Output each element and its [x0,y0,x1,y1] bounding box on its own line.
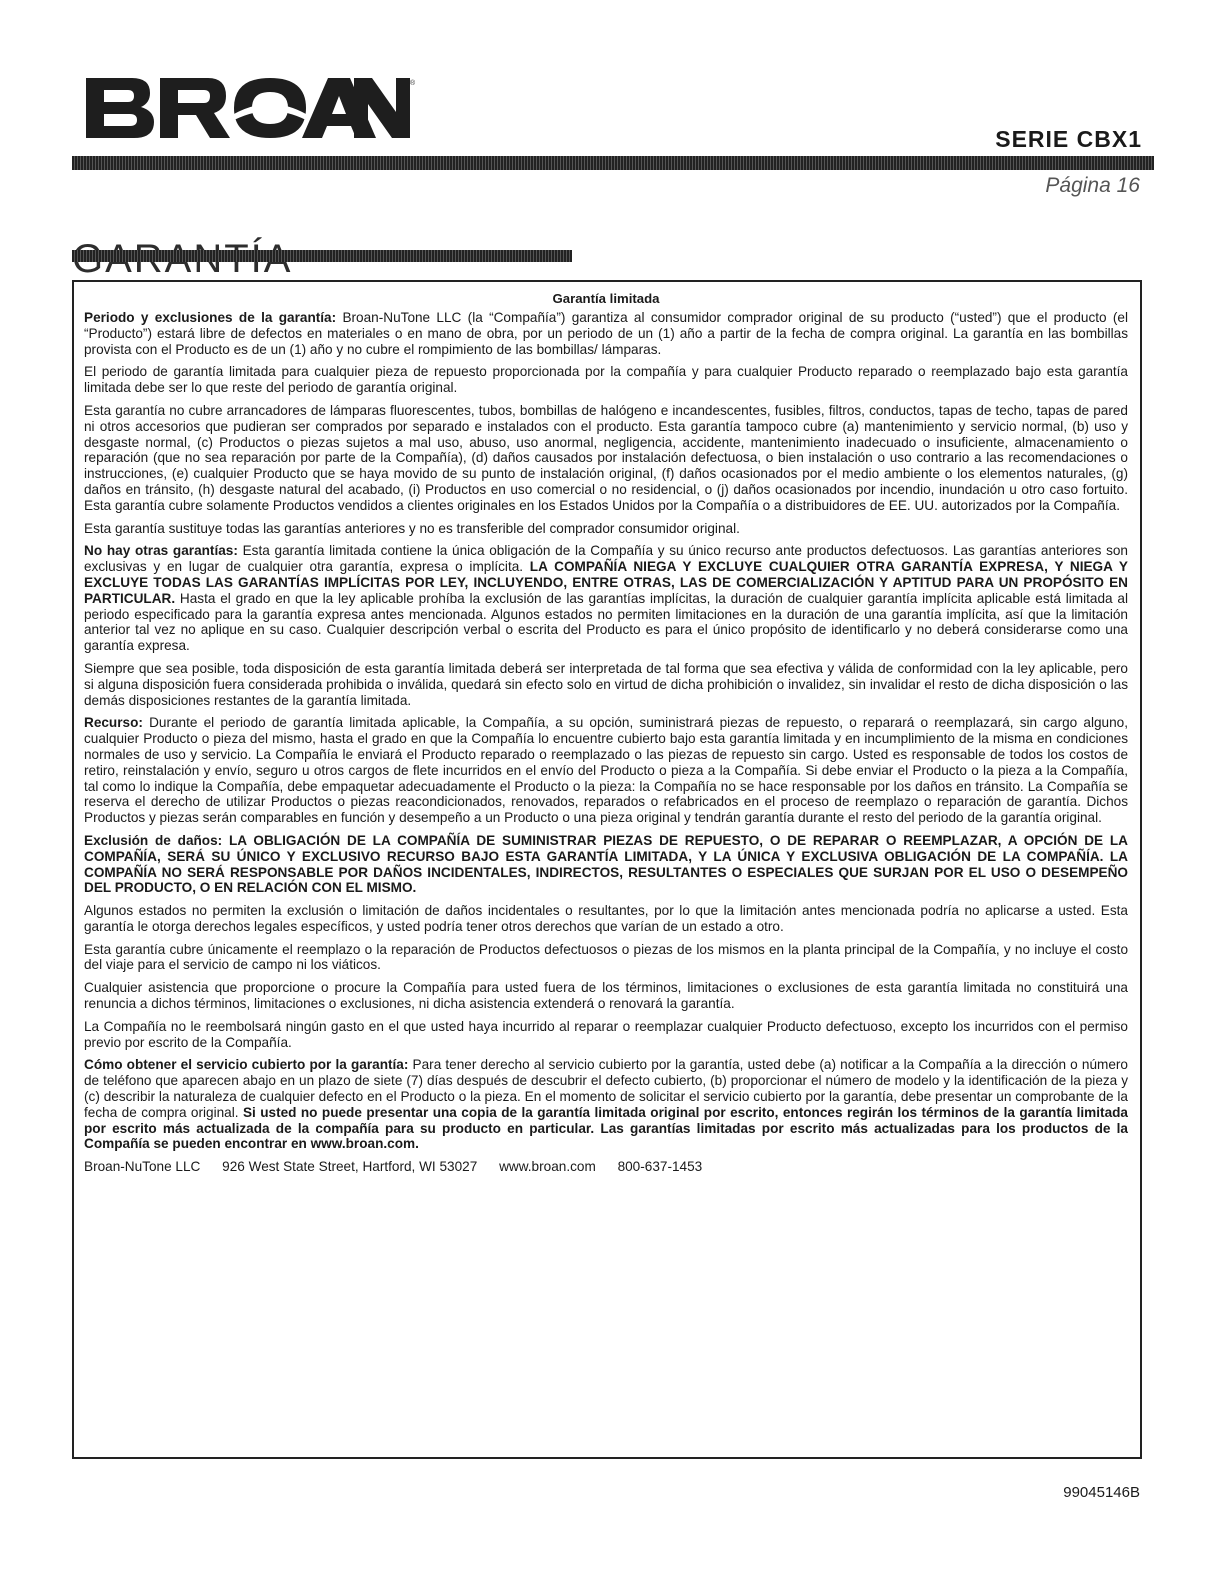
paragraph-label: Exclusión de daños: [84,832,223,848]
paragraph-text: Para tener derecho al servicio cubierto por la garantía, usted debe (a) notificar a la Compañía a la dirección o número de teléfono que aparecen abajo en un plazo de siete (7) días después de descubrir el defecto cubierto, (b) proporcionar el número de modelo y la identificación de la pieza y (c) describir la naturaleza de cualquier defecto en el Producto o la pieza. En el momento de solicitar el servicio cubierto por la garantía, debe presentar un comprobante de la fecha de compra original. [84,1057,1128,1120]
warranty-paragraph [84,543,1128,654]
warranty-box [72,280,1142,1459]
warranty-paragraph [84,1057,1128,1152]
company-name: Broan-NuTone LLC [84,1159,201,1175]
paragraph-text: Esta garantía limitada contiene la única obligación de la Compañía y su único recurso ante productos defectuosos. Las garantías anteriores son exclusivas y en lugar de cualquier otra garantía, expresa o implícita. [84,543,1128,575]
paragraph-label: Periodo y exclusiones de la garantía: [84,310,337,325]
warranty-paragraph: Siempre que sea posible, toda disposición de esta garantía limitada deberá ser interpretada de tal forma que sea efectiva y válida de conformidad con la ley aplicable, pero si alguna disposición fuera considerada prohibida o inválida, quedará sin efecto solo en virtud de dicha prohibición o invalidez, sin invalidar el resto de dicha disposición o las demás disposiciones restantes de la garantía limitada. [84,660,1128,708]
warranty-paragraph: El periodo de garantía limitada para cualquier pieza de repuesto proporcionada por la compañía y para cualquier Producto reparado o reemplazado bajo esta garantía limitada debe ser lo que reste del periodo de garantía original. [84,364,1128,396]
paragraph-label: No hay otras garantías: [84,543,238,559]
title-rule [72,250,572,262]
company-website: www.broan.com [499,1159,596,1175]
company-phone: 800-637-1453 [617,1159,703,1175]
paragraph-bold-text: LA COMPAÑÍA NIEGA Y EXCLUYE CUALQUIER OTRA GARANTÍA EXPRESA, Y NIEGA Y EXCLUYE TODAS LAS GARANTÍAS IMPLÍCITAS POR LEY, INCLUYENDO, ENTRE OTRAS, LAS DE COMERCIALIZACIÓN Y APTITUD PARA UN PROPÓSITO EN PARTICULAR. [84,559,1128,606]
paragraph-label: Recurso: [84,715,143,731]
warranty-paragraph [84,715,1128,826]
page-number: Página 16 [1045,174,1140,197]
paragraph-text: Durante el periodo de garantía limitada aplicable, la Compañía, a su opción, suministrará piezas de repuesto, o reparará o reemplazará, sin cargo alguno, cualquier Producto o pieza del mismo, hasta el grado en que la Compañía lo encuentre cubierto bajo esta garantía limitada y en incumplimiento de la misma en condiciones normales de uso y servicio. La Compañía le enviará el Producto reparado o reemplazado o las piezas de repuesto sin cargo. Usted es responsable de todos los costos de retiro, reinstalación y envío, seguro u otros cargos de flete incurridos en el envío del Producto o pieza a la Compañía. Si debe enviar el Producto o la pieza a la Compañía, tal como lo indique la Compañía, debe empaquetar adecuadamente el Producto o la pieza: la Compañía no se hace responsable por los daños en tránsito. La Compañía se reserva el derecho de utilizar Productos o piezas reacondicionados, renovados, reparados o refabricados en el proceso de reemplazo o reparación de garantía. Dichos Productos y piezas serán comparables en función y desempeño a un Producto o una pieza original y tendrán garantía durante el resto del periodo de la garantía original. [84,715,1128,826]
paragraph-label: Cómo obtener el servicio cubierto por la garantía: [84,1057,409,1073]
document-number: 99045146B [1063,1484,1140,1501]
warranty-paragraph [84,310,1128,357]
warranty-paragraph: Esta garantía sustituye todas las garantías anteriores y no es transferible del comprador consumidor original. [84,520,740,536]
broan-logo [84,76,414,140]
warranty-paragraph: Esta garantía no cubre arrancadores de lámparas fluorescentes, tubos, bombillas de halógeno e incandescentes, fusibles, filtros, conductos, tapas de techo, tapas de pared ni otros accesorios que pudieran ser comprados por separado e instalados con el producto. Esta garantía tampoco cubre (a) mantenimiento y servicio normal, (b) uso y desgaste normal, (c) Productos o piezas sujetos a mal uso, abuso, uso anormal, negligencia, accidente, mantenimiento inadecuado o insuficiente, almacenamiento o reparación (que no sea reparación por parte de la Compañía), (d) daños causados por instalación defectuosa, o bien instalación o uso contrario a las recomendaciones o instrucciones, (e) cualquier Producto que se haya movido de su punto de instalación original, (f) daños ocasionados por el medio ambiente o los elementos naturales, (g) daños en tránsito, (h) desgaste natural del acabado, (i) Productos en uso comercial o no residencial, o (j) daños ocasionados por incendio, inundación u otro caso fortuito. Esta garantía cubre solamente Productos vendidos a clientes originales en los Estados Unidos por la Compañía o a distribuidores de EE. UU. autorizados por la Compañía. [84,402,1128,513]
warranty-paragraph: La Compañía no le reembolsará ningún gasto en el que usted haya incurrido al reparar o reemplazar cualquier Producto defectuoso, excepto los incurridos con el permiso previo por escrito de la Compañía. [84,1018,1128,1050]
warranty-paragraph: Esta garantía cubre únicamente el reemplazo o la reparación de Productos defectuosos o piezas de los mismos en la planta principal de la Compañía, y no incluye el costo del viaje para el servicio de campo ni los viáticos. [84,941,1128,973]
series-label: SERIE CBX1 [995,126,1142,152]
warranty-paragraph: Algunos estados no permiten la exclusión o limitación de daños incidentales o resultantes, por lo que la limitación antes mencionada podría no aplicarse a usted. Esta garantía le otorga derechos legales específicos, y usted podría tener otros derechos que varían de un estado a otro. [84,903,1128,934]
warranty-paragraph [84,833,1128,896]
header-rule [72,156,1154,170]
contact-line [84,1159,1128,1175]
paragraph-bold-text: LA OBLIGACIÓN DE LA COMPAÑÍA DE SUMINISTRAR PIEZAS DE REPUESTO, O DE REPARAR O REEMPLAZAR, A OPCIÓN DE LA COMPAÑÍA, SERÁ SU ÚNICO Y EXCLUSIVO RECURSO BAJO ESTA GARANTÍA LIMITADA, Y LA ÚNICA Y EXCLUSIVA OBLIGACIÓN DE LA COMPAÑÍA. LA COMPAÑÍA NO SERÁ RESPONSABLE POR DAÑOS INCIDENTALES, INDIRECTOS, RESULTANTES O ESPECIALES QUE SURJAN POR EL USO O DESEMPEÑO DEL PRODUCTO, O EN RELACIÓN CON EL MISMO. [84,832,1128,896]
warranty-heading: Garantía limitada [552,291,660,306]
paragraph-text: Broan-NuTone LLC (la “Compañía”) garantiza al consumidor comprador original de su producto (“usted”) que el producto (el “Producto”) estará libre de defectos en materiales o en mano de obra, por un periodo de un (1) año a partir de la fecha de compra original. La garantía en las bombillas provista con el Producto es de un (1) año y no cubre el rompimiento de las bombillas/ lámparas. [84,310,1128,357]
warranty-paragraph: Cualquier asistencia que proporcione o procure la Compañía para usted fuera de los términos, limitaciones o exclusiones de esta garantía limitada no constituirá una renuncia a dichos términos, limitaciones o exclusiones, ni dicha asistencia extenderá o renovará la garantía. [84,980,1128,1012]
svg-text:®: ® [410,80,416,87]
paragraph-bold-text: Si usted no puede presentar una copia de la garantía limitada original por escrito, entonces regirán los términos de la garantía limitada por escrito más actualizada de la compañía para su producto en particular. Las garantías limitadas por escrito más actualizadas para los productos de la Compañía se pueden encontrar en www.broan.com. [84,1104,1128,1152]
company-address: 926 West State Street, Hartford, WI 53027 [222,1159,478,1175]
broan-logo-graphic [84,76,414,140]
paragraph-text: Hasta el grado en que la ley aplicable prohíba la exclusión de las garantías implícitas, la duración de cualquier garantía implícita aplicable está limitada al periodo especificado para la garantía expresa antes mencionada. Algunos estados no permiten limitaciones en la duración de una garantía implícita, así que la limitación anterior tal vez no aplique en su caso. Cualquier descripción verbal o escrita del Producto es para el único propósito de identificarlo y no deberá considerarse como una garantía expresa. [84,590,1128,654]
